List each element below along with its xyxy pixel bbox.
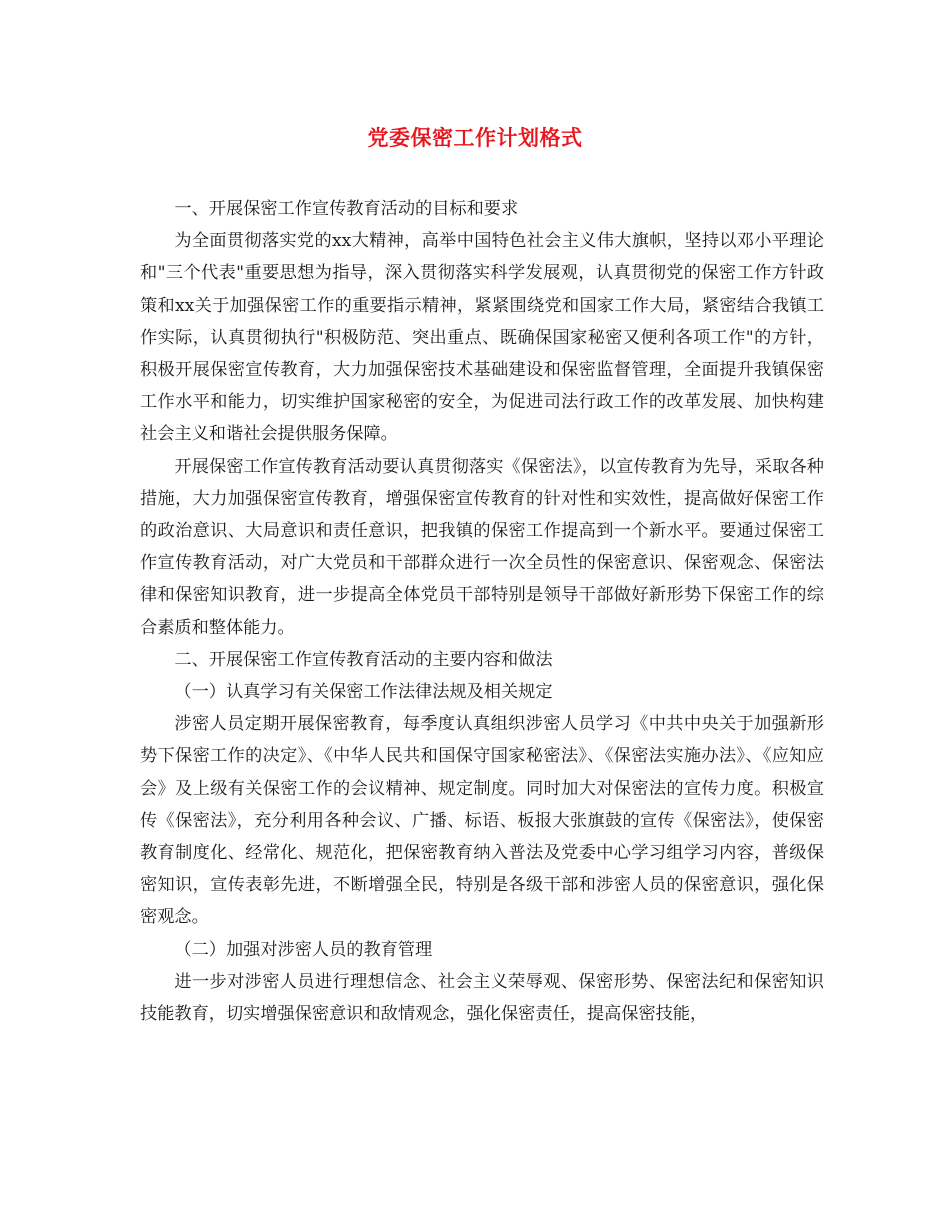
section-heading-2: 二、开展保密工作宣传教育活动的主要内容和做法 (174, 649, 553, 670)
subsection-heading-1: （一）认真学习有关保密工作法律法规及相关规定 (174, 682, 553, 703)
paragraph: 为全面贯彻落实党的xx大精神，高举中国特色社会主义伟大旗帜，坚持以邓小平理论和"三个代表"重要思想为指导，深入贯彻落实科学发展观，认真贯彻党的保密工作方针政策和xx关于加强保密工作的重要指示精神，紧紧围绕党和国家工作大局，紧密结合我镇工作实际，认真贯彻执行"积极防范、突出重点、既确保国家秘密又便利各项工作"的方针，积极开展保密宣传教育，大力加强保密技术基础建设和保密监督管理，全面提升我镇保密工作水平和能力，切实维护国家秘密的安全，为促进司法行政工作的改革发展、加快构建社会主义和谐社会提供服务保障。 (140, 231, 824, 445)
subsection-heading-2: （二）加强对涉密人员的教育管理 (174, 939, 433, 960)
document-body (140, 193, 824, 1030)
document-title: 党委保密工作计划格式 (367, 125, 583, 150)
paragraph: 涉密人员定期开展保密教育，每季度认真组织涉密人员学习《中共中央关于加强新形势下保密工作的决定》、《中华人民共和国保守国家秘密法》、《保密法实施办法》、《应知应会》及上级有关保密工作的会议精神、规定制度。同时加大对保密法的宣传力度。积极宣传《保密法》，充分利用各种会议、广播、标语、板报大张旗鼓的宣传《保密法》，使保密教育制度化、经常化、规范化，把保密教育纳入普法及党委中心学习组学习内容，普级保密知识，宣传表彰先进，不断增强全民，特别是各级干部和涉密人员的保密意识，强化保密观念。 (140, 714, 824, 928)
section-heading-1: 一、开展保密工作宣传教育活动的目标和要求 (174, 199, 519, 219)
paragraph: 进一步对涉密人员进行理想信念、社会主义荣辱观、保密形势、保密法纪和保密知识技能教育，切实增强保密意识和敌情观念，强化保密责任，提高保密技能， (140, 971, 824, 1025)
paragraph: 开展保密工作宣传教育活动要认真贯彻落实《保密法》，以宣传教育为先导，采取各种措施，大力加强保密宣传教育，增强保密宣传教育的针对性和实效性，提高做好保密工作的政治意识、大局意识和责任意识，把我镇的保密工作提高到一个新水平。要通过保密工作宣传教育活动，对广大党员和干部群众进行一次全员性的保密意识、保密观念、保密法律和保密知识教育，进一步提高全体党员干部特别是领导干部做好新形势下保密工作的综合素质和整体能力。 (140, 456, 824, 638)
